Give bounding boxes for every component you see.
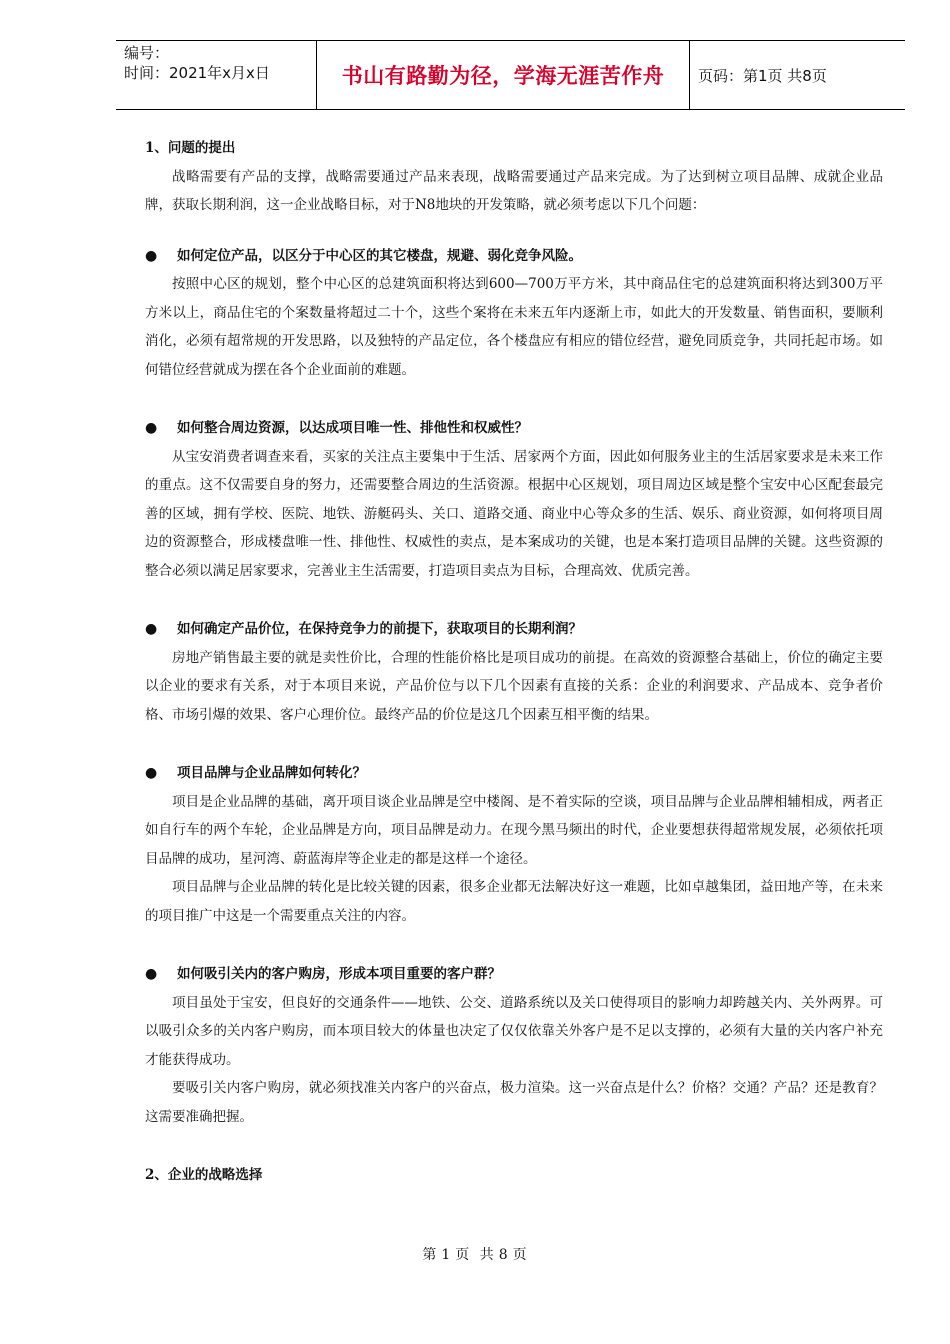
bullet-icon: ● <box>145 621 158 637</box>
body-paragraph: 项目虽处于宝安，但良好的交通条件——地铁、公交、道路系统以及关口使得项目的影响力却跨越关内、关外两界。可以吸引众多的关内客户购房，而本项目较大的体量也决定了仅仅依靠关外客户是不足以支撑的，必须有大量的关内客户补充才能获得成功。 <box>145 994 883 1068</box>
footer-page-number: 1 <box>441 1247 452 1263</box>
question-heading <box>145 615 883 644</box>
body-paragraph: 要吸引关内客户购房，就必须找准关内客户的兴奋点，极力渲染。这一兴奋点是什么？价格？交通？产品？还是教育？这需要准确把握。 <box>145 1080 883 1125</box>
bullet-icon: ● <box>145 966 158 982</box>
header-page-info: 页码：第1页 共8页 <box>698 66 827 85</box>
page-footer <box>0 1244 950 1264</box>
body-paragraph: 从宝安消费者调查来看，买家的关注点主要集中于生活、居家两个方面，因此如何服务业主的生活居家要求是未来工作的重点。这不仅需要自身的努力，还需要整合周边的生活资源。根据中心区规划，项目周边区域是整个宝安中心区配套最完善的区域，拥有学校、医院、地铁、游艇码头、关口、道路交通、商业中心等众多的生活、娱乐、商业资源，如何将项目周边的资源整合，形成楼盘唯一性、排他性、权威性的卖点，是本案成功的关键，也是本案打造项目品牌的关键。这些资源的整合必须以满足居家要求，完善业主生活需要，打造项目卖点为目标，合理高效、优质完善。 <box>145 448 883 579</box>
section-title: 1、问题的提出 <box>145 140 236 156</box>
body-paragraph: 房地产销售最主要的就是卖性价比，合理的性能价格比是项目成功的前提。在高效的资源整合基础上，价位的确定主要以企业的要求有关系，对于本项目来说，产品价位与以下几个因素有直接的关系：企业的利润要求、产品成本、竞争者价格、市场引爆的效果、客户心理价位。最终产品的价位是这几个因素互相平衡的结果。 <box>145 649 883 723</box>
document-body <box>145 134 883 1190</box>
question-heading <box>145 759 883 788</box>
footer-text: 共 <box>479 1247 495 1263</box>
footer-text: 页 <box>512 1247 528 1263</box>
intro-paragraph: 战略需要有产品的支撑，战略需要通过产品来表现，战略需要通过产品来完成。为了达到树立项目品牌、成就企业品牌，获取长期利润，这一企业战略目标，对于N8地块的开发策略，就必须考虑以下几个问题： <box>145 168 883 213</box>
body-paragraph: 项目是企业品牌的基础，离开项目谈企业品牌是空中楼阁、是不着实际的空谈，项目品牌与企业品牌相辅相成，两者正如自行车的两个车轮，企业品牌是方向，项目品牌是动力。在现今黑马频出的时代，企业要想获得超常规发展，必须依托项目品牌的成功，星河湾、蔚蓝海岸等企业走的都是这样一个途径。 <box>145 793 883 867</box>
footer-total-pages: 8 <box>498 1247 509 1263</box>
question-title: 如何确定产品价位，在保持竞争力的前提下，获取项目的长期利润？ <box>177 621 582 637</box>
question-heading <box>145 242 883 271</box>
header-meta <box>116 41 316 109</box>
serial-label: 编号： <box>124 44 170 62</box>
question-heading <box>145 960 883 989</box>
body-paragraph: 按照中心区的规划，整个中心区的总建筑面积将达到600—700万平方米，其中商品住宅的总建筑面积将达到300万平方米以上，商品住宅的个案数量将超过二十个，这些个案将在未来五年内逐渐上市，如此大的开发数量、销售面积，要顺利消化，必须有超常规的开发思路，以及独特的产品定位，各个楼盘应有相应的错位经营，避免同质竞争，共同托起市场。如何错位经营就成为摆在各个企业面前的难题。 <box>145 276 883 378</box>
time-label: 时间：2021年x月x日 <box>124 64 270 82</box>
question-title: 如何定位产品，以区分于中心区的其它楼盘，规避、弱化竞争风险。 <box>177 247 582 264</box>
body-paragraph: 项目品牌与企业品牌的转化是比较关键的因素，很多企业都无法解决好这一难题，比如卓越集团，益田地产等，在未来的项目推广中这是一个需要重点关注的内容。 <box>145 879 883 924</box>
question-heading <box>145 414 883 443</box>
question-title: 如何吸引关内的客户购房，形成本项目重要的客户群？ <box>177 966 501 982</box>
bullet-icon: ● <box>145 247 158 264</box>
page-header <box>116 40 905 110</box>
section-title: 2、企业的战略选择 <box>145 1167 263 1183</box>
footer-text: 第 <box>422 1247 438 1263</box>
question-title: 项目品牌与企业品牌如何转化？ <box>177 765 366 781</box>
footer-text: 页 <box>455 1247 471 1263</box>
bullet-icon: ● <box>145 765 158 781</box>
question-title: 如何整合周边资源，以达成项目唯一性、排他性和权威性？ <box>177 420 528 436</box>
header-motto: 书山有路勤为径，学海无涯苦作舟 <box>316 41 690 109</box>
bullet-icon: ● <box>145 420 158 436</box>
